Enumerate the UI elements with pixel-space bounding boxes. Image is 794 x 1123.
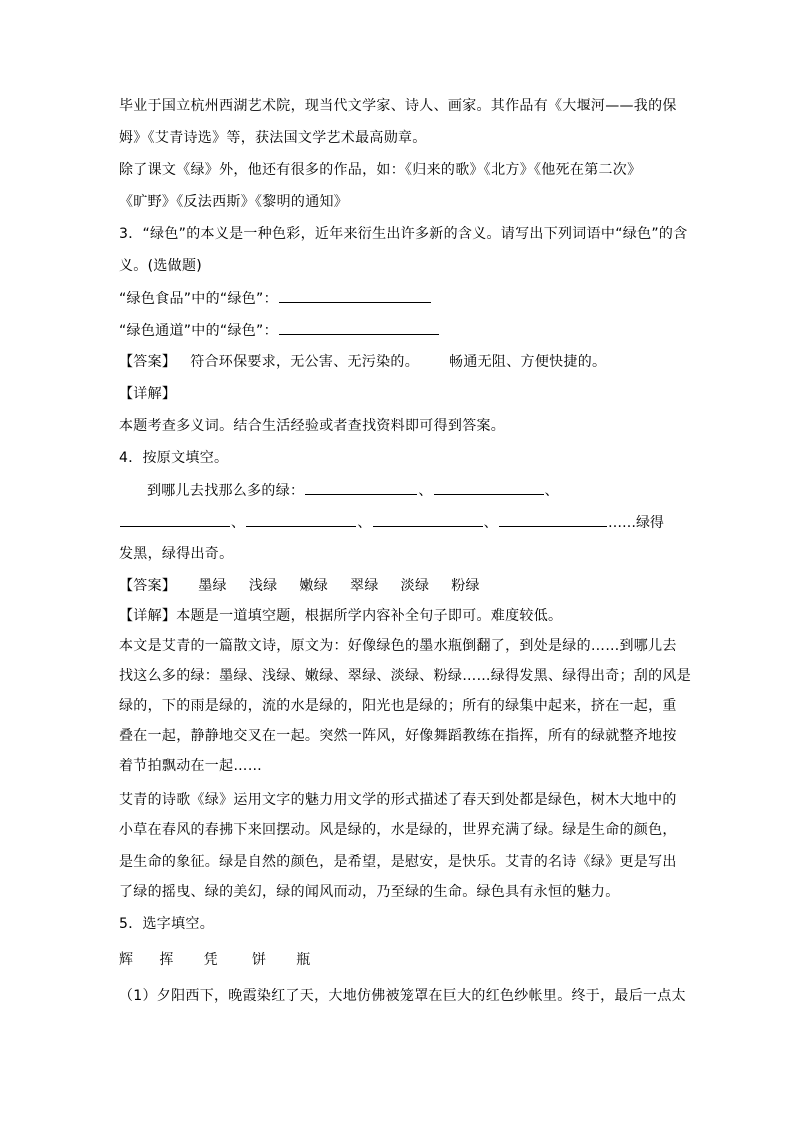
paragraph-line: 《旷野》《反法西斯》《黎明的通知》	[119, 194, 349, 210]
answer-blank[interactable]	[373, 512, 483, 527]
answer-blank[interactable]	[246, 512, 356, 527]
detail-text: 了绿的摇曳、绿的美幻，绿的闻风而动，乃至绿的生命。绿色具有永恒的魅力。	[119, 884, 620, 900]
separator: 、	[418, 483, 433, 499]
answer-word: 淡绿	[400, 578, 430, 594]
question-4-fill-end: 发黑，绿得出奇。	[119, 546, 234, 562]
question-3-stem-cont: 义。(选做题)	[119, 258, 203, 274]
question-4-detail	[119, 606, 562, 626]
detail-text: 绿的，下的雨是绿的，流的水是绿的，阳光也是绿的；所有的绿集中起来，挤在一起，重	[119, 698, 677, 714]
separator: 、	[544, 483, 559, 499]
choice-char: 饼	[251, 952, 267, 968]
detail-text: 艾青的诗歌《绿》运用文字的魅力用文学的形式描述了春天到处都是绿色，树木大地中的	[119, 792, 677, 808]
detail-text: 本题考查多义词。结合生活经验或者查找资料即可得到答案。	[119, 418, 506, 434]
choice-char: 辉	[119, 952, 134, 968]
choice-char: 瓶	[296, 952, 311, 968]
paragraph-line: 除了课文《绿》外，他还有很多的作品，如：《归来的歌》《北方》《他死在第二次》	[119, 162, 642, 178]
detail-text: 找这么多的绿：墨绿、浅绿、嫩绿、翠绿、淡绿、粉绿……绿得发黑、绿得出奇；刮的风是	[119, 668, 691, 684]
answer-text: 畅通无阻、方便快捷的。	[449, 354, 607, 370]
question-5-item-1: （1）夕阳西下，晚霞染红了天，大地仿佛被笼罩在巨大的红色纱帐里。终于，最后一点太	[119, 988, 686, 1004]
detail-text: 着节拍飘动在一起……	[119, 758, 262, 774]
detail-text: 本题是一道填空题，根据所学内容补全句子即可。难度较低。	[176, 608, 563, 624]
paragraph-line: 姆》《艾青诗选》等，获法国文学艺术最高勋章。	[119, 130, 427, 146]
answer-blank[interactable]	[279, 288, 431, 303]
question-3-stem: 3．“绿色”的本义是一种色彩，近年来衍生出许多新的含义。请写出下列词语中“绿色”的含	[119, 226, 688, 242]
separator: 、	[483, 515, 498, 531]
answer-label: 【答案】	[119, 578, 177, 594]
question-5-choices	[119, 950, 311, 970]
detail-label: 【详解】	[119, 386, 177, 402]
fill-tail: ……绿得	[607, 515, 664, 531]
question-3-answer	[119, 352, 606, 372]
answer-word: 嫩绿	[299, 578, 329, 594]
question-4-fill-line-1	[147, 480, 559, 501]
question-3-item-2	[119, 320, 440, 341]
question-4-stem: 4．按原文填空。	[119, 450, 229, 466]
question-4-answer	[119, 576, 480, 596]
answer-label: 【答案】	[119, 354, 177, 370]
detail-text: 小草在春风的春拂下来回摆动。风是绿的，水是绿的，世界充满了绿。绿是生命的颜色，	[119, 822, 677, 838]
detail-label: 【详解】	[119, 608, 177, 624]
separator: 、	[231, 515, 246, 531]
detail-text: 本文是艾青的一篇散文诗，原文为：好像绿色的墨水瓶倒翻了，到处是绿的……到哪儿去	[119, 638, 677, 654]
fill-lead: 到哪儿去找那么多的绿：	[147, 483, 305, 499]
detail-text: 叠在一起，静静地交叉在一起。突然一阵风，好像舞蹈教练在指挥，所有的绿就整齐地按	[119, 728, 677, 744]
item-label: “绿色通道”中的“绿色”：	[119, 323, 278, 339]
answer-blank[interactable]	[499, 512, 607, 527]
answer-word: 翠绿	[350, 578, 379, 594]
choice-char: 挥	[159, 952, 174, 968]
answer-blank[interactable]	[305, 480, 417, 495]
answer-word: 浅绿	[248, 578, 278, 594]
separator: 、	[357, 515, 372, 531]
answer-word: 墨绿	[198, 578, 227, 594]
detail-text: 是生命的象征。绿是自然的颜色，是希望，是慰安，是快乐。艾青的名诗《绿》更是写出	[119, 854, 677, 870]
question-4-fill-line-2	[119, 512, 664, 533]
answer-blank[interactable]	[120, 512, 230, 527]
question-5-stem: 5．选字填空。	[119, 916, 215, 932]
choice-char: 凭	[203, 952, 218, 968]
paragraph-line: 毕业于国立杭州西湖艺术院，现当代文学家、诗人、画家。其作品有《大堰河——我的保	[119, 98, 677, 114]
item-label: “绿色食品”中的“绿色”：	[119, 291, 278, 307]
question-3-item-1	[119, 288, 432, 309]
answer-blank[interactable]	[434, 480, 544, 495]
answer-blank[interactable]	[279, 320, 439, 335]
answer-word: 粉绿	[451, 578, 480, 594]
answer-text: 符合环保要求，无公害、无污染的。	[190, 354, 420, 370]
